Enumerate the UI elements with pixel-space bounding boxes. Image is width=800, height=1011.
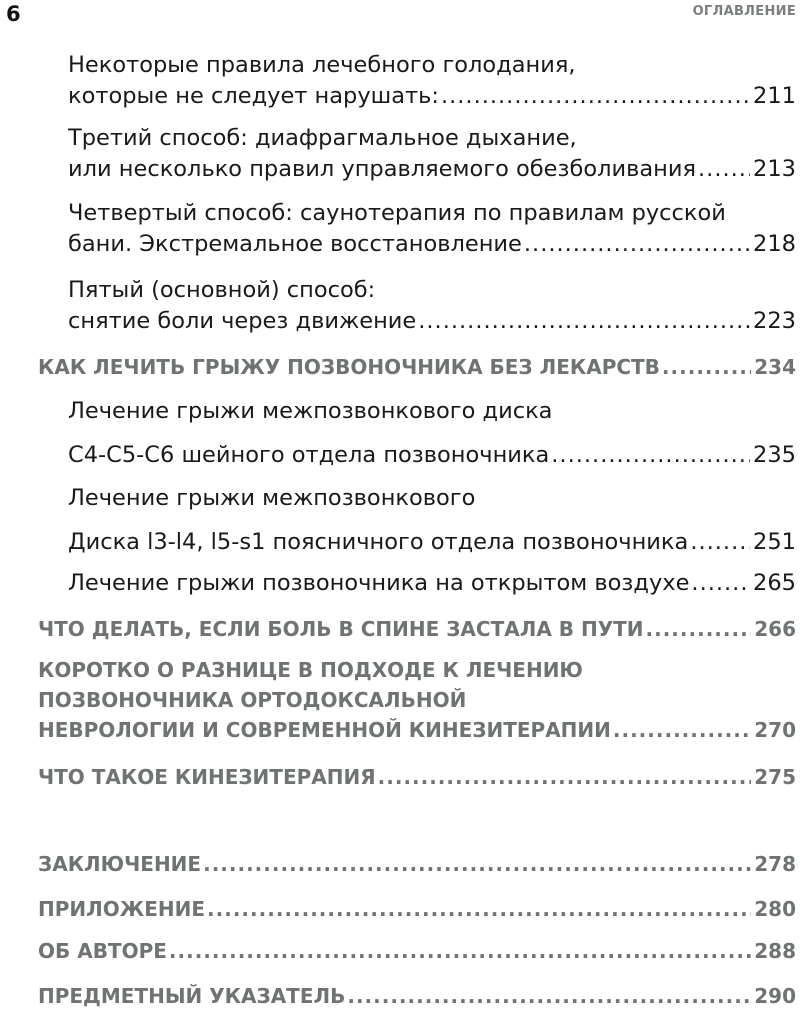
toc-chapter-title: ОБ АВТОРЕ bbox=[38, 939, 167, 963]
dot-leader bbox=[691, 568, 750, 599]
toc-chapter-about-author[interactable] bbox=[38, 936, 796, 966]
toc-entry-text-line: Диска l3-l4, l5-s1 поясничного отдела позвоночника bbox=[68, 529, 689, 555]
toc-entry-text-line: снятие боли через движение bbox=[68, 308, 417, 334]
toc-entry-sauna-therapy[interactable] bbox=[68, 198, 796, 260]
toc-chapter-title: НЕВРОЛОГИИ И СОВРЕМЕННОЙ КИНЕЗИТЕРАПИИ bbox=[38, 718, 611, 742]
toc-entry-movement-pain-relief[interactable] bbox=[68, 275, 796, 337]
toc-page-number: 218 bbox=[753, 231, 796, 257]
dot-leader bbox=[646, 614, 752, 644]
dot-leader bbox=[203, 849, 751, 879]
dot-leader bbox=[524, 229, 750, 260]
toc-page-number: 275 bbox=[754, 765, 796, 789]
toc-entry-leader-line bbox=[68, 568, 796, 599]
toc-entry-text-line: Некоторые правила лечебного голодания, bbox=[68, 52, 576, 78]
toc-entry-cervical-hernia-title[interactable] bbox=[68, 396, 796, 427]
toc-entry-lumbar-hernia-title[interactable] bbox=[68, 483, 796, 514]
dot-leader bbox=[347, 981, 751, 1011]
dot-leader bbox=[378, 762, 752, 792]
toc-chapter-title: КОРОТКО О РАЗНИЦЕ В ПОДХОДЕ К ЛЕЧЕНИЮ bbox=[38, 658, 583, 682]
toc-entry-text-line: Лечение грыжи межпозвонкового bbox=[68, 485, 476, 511]
toc-chapter-title: КАК ЛЕЧИТЬ ГРЫЖУ ПОЗВОНОЧНИКА БЕЗ ЛЕКАРСТВ bbox=[38, 355, 660, 379]
toc-entry-text-line: С4-С5-С6 шейного отдела позвоночника bbox=[68, 442, 550, 468]
toc-entry-outdoor-treatment[interactable] bbox=[68, 568, 796, 599]
toc-chapter-title: ПОЗВОНОЧНИКА ОРТОДОКСАЛЬНОЙ bbox=[38, 688, 467, 712]
toc-entry-leader-line bbox=[38, 936, 796, 966]
dot-leader bbox=[551, 440, 750, 471]
toc-entry-lumbar-hernia[interactable] bbox=[68, 527, 796, 558]
toc-page-number: 223 bbox=[753, 308, 796, 334]
toc-chapter-appendix[interactable] bbox=[38, 894, 796, 924]
toc-chapter-title: ЧТО ТАКОЕ КИНЕЗИТЕРАПИЯ bbox=[38, 765, 376, 789]
toc-page-number: 265 bbox=[753, 570, 796, 596]
toc-chapter-title: ПРЕДМЕТНЫЙ УКАЗАТЕЛЬ bbox=[38, 984, 346, 1008]
dot-leader bbox=[662, 352, 751, 382]
toc-entry-leader-line bbox=[68, 154, 796, 185]
dot-leader bbox=[418, 306, 750, 337]
toc-entry-leader-line bbox=[38, 614, 796, 644]
toc-entry-leader-line bbox=[38, 981, 796, 1011]
toc-entry-text-line: или несколько правил управляемого обезболивания bbox=[68, 156, 697, 182]
toc-entry-leader-line bbox=[68, 306, 796, 337]
toc-entry-leader-line bbox=[38, 715, 796, 745]
toc-chapter-conclusion[interactable] bbox=[38, 849, 796, 879]
toc-page-number: 211 bbox=[753, 83, 796, 109]
toc-page-number: 278 bbox=[754, 852, 796, 876]
toc-entry-text-line: Пятый (основной) способ: bbox=[68, 277, 376, 303]
dot-leader bbox=[207, 894, 751, 924]
toc-entry-text-line: которые не следует нарушать: bbox=[68, 83, 439, 109]
toc-page-number: 290 bbox=[754, 984, 796, 1008]
toc-entry-diaphragm-breathing[interactable] bbox=[68, 123, 796, 185]
toc-entry-leader-line bbox=[38, 352, 796, 382]
dot-leader bbox=[613, 715, 751, 745]
toc-chapter-title: ПРИЛОЖЕНИЕ bbox=[38, 897, 206, 921]
toc-chapter-neurology-kinesitherapy[interactable] bbox=[38, 655, 796, 745]
toc-entry-leader-line bbox=[68, 229, 796, 260]
toc-entry-cervical-hernia[interactable] bbox=[68, 440, 796, 471]
toc-page-number: 288 bbox=[754, 939, 796, 963]
dot-leader bbox=[698, 154, 750, 185]
toc-chapter-back-pain-travel[interactable] bbox=[38, 614, 796, 644]
toc-chapter-title: ЧТО ДЕЛАТЬ, ЕСЛИ БОЛЬ В СПИНЕ ЗАСТАЛА В ПУТИ bbox=[38, 617, 644, 641]
toc-entry-text-line: Лечение грыжи позвоночника на открытом воздухе bbox=[68, 570, 690, 596]
page-number: 6 bbox=[6, 2, 21, 26]
toc-chapter-subject-index[interactable] bbox=[38, 981, 796, 1011]
toc-page-number: 213 bbox=[753, 156, 796, 182]
toc-chapter-what-is-kinesitherapy[interactable] bbox=[38, 762, 796, 792]
dot-leader bbox=[690, 527, 750, 558]
toc-entry-leader-line bbox=[68, 81, 796, 112]
toc-page-number: 234 bbox=[754, 355, 796, 379]
toc-page-number: 280 bbox=[754, 897, 796, 921]
toc-page-number: 251 bbox=[753, 529, 796, 555]
toc-entry-text-line: Четвертый способ: саунотерапия по правилам русской bbox=[68, 200, 726, 226]
toc-entry-text-line: бани. Экстремальное восстановление bbox=[68, 231, 522, 257]
toc-entry-text-line: Лечение грыжи межпозвонкового диска bbox=[68, 398, 553, 424]
toc-entry-leader-line bbox=[38, 894, 796, 924]
toc-entry-text-line: Третий способ: диафрагмальное дыхание, bbox=[68, 125, 577, 151]
toc-page-number: 235 bbox=[753, 442, 796, 468]
toc-entry-leader-line bbox=[38, 762, 796, 792]
toc-page-number: 270 bbox=[754, 718, 796, 742]
dot-leader bbox=[169, 936, 751, 966]
toc-page-number: 266 bbox=[754, 617, 796, 641]
toc-entry-fasting-rules[interactable] bbox=[68, 50, 796, 112]
toc-chapter-title: ЗАКЛЮЧЕНИЕ bbox=[38, 852, 202, 876]
toc-entry-leader-line bbox=[38, 849, 796, 879]
dot-leader bbox=[441, 81, 750, 112]
toc-chapter-hernia-treatment[interactable] bbox=[38, 352, 796, 382]
running-head: ОГЛАВЛЕНИЕ bbox=[692, 4, 796, 19]
toc-entry-leader-line bbox=[68, 440, 796, 471]
toc-entry-leader-line bbox=[68, 527, 796, 558]
